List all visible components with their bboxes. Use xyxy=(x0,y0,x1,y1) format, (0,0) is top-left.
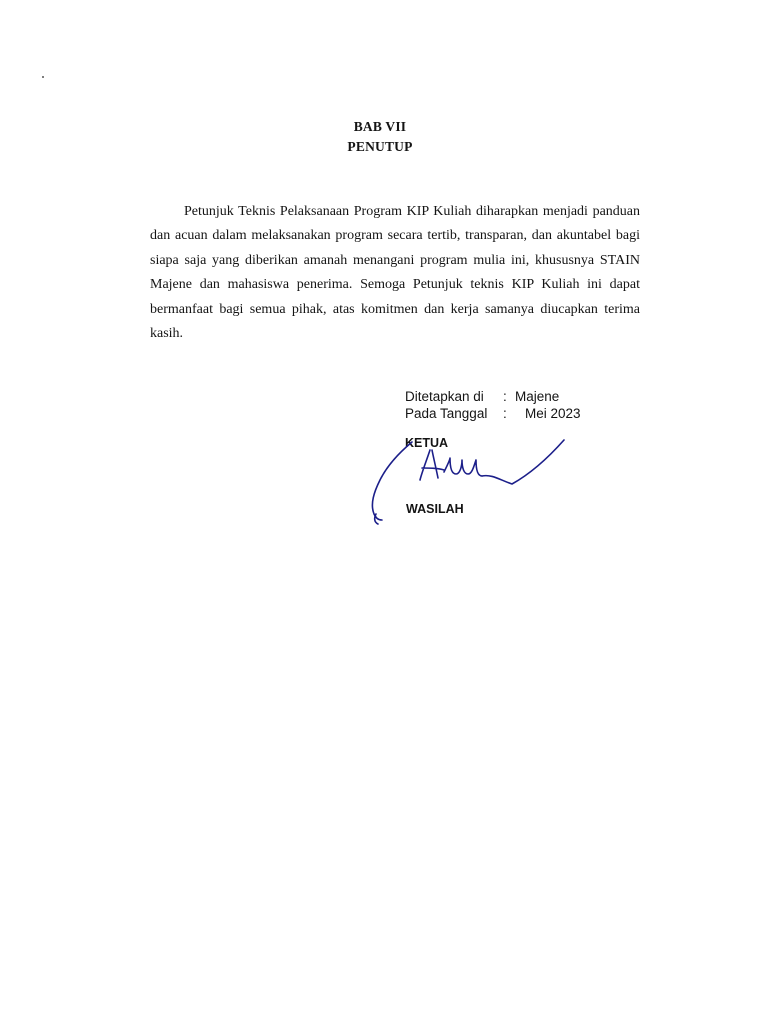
signature-letter-a xyxy=(420,450,444,480)
signer-role: KETUA xyxy=(405,436,449,450)
chapter-title: PENUTUP xyxy=(347,139,413,154)
signer-name: WASILAH xyxy=(406,502,464,516)
issuance-date-row xyxy=(405,405,581,422)
signature-strokes xyxy=(372,440,564,524)
issuance-place-row xyxy=(405,388,581,405)
issuance-date-colon: : xyxy=(503,406,507,421)
issuance-place-label: Ditetapkan di xyxy=(405,389,484,404)
signature-letters-middle xyxy=(444,458,482,476)
issuance-place-value: Majene xyxy=(515,389,560,404)
signature-tail-flourish xyxy=(482,440,564,484)
chapter-number: BAB VII xyxy=(353,119,407,134)
issuance-date-value: Mei 2023 xyxy=(525,406,581,421)
issuance-place-colon: : xyxy=(503,389,507,404)
issuance-date-label: Pada Tanggal xyxy=(405,406,488,421)
chapter-heading xyxy=(0,117,760,157)
scan-speck xyxy=(42,76,44,78)
closing-paragraph: Petunjuk Teknis Pelaksanaan Program KIP Kuliah diharapkan menjadi panduan dan acuan dalam melaksanakan program secara tertib, transparan, dan akuntabel bagi siapa saja yang diberikan amanah menangani program mulia ini, khususnya STAIN Majene dan mahasiswa penerima. Semoga Petunjuk teknis KIP Kuliah ini dapat bermanfaat bagi semua pihak, atas komitmen dan kerja samanya diucapkan terima kasih. xyxy=(150,204,640,342)
handwritten-signature xyxy=(360,428,580,528)
issuance-details xyxy=(405,388,581,422)
